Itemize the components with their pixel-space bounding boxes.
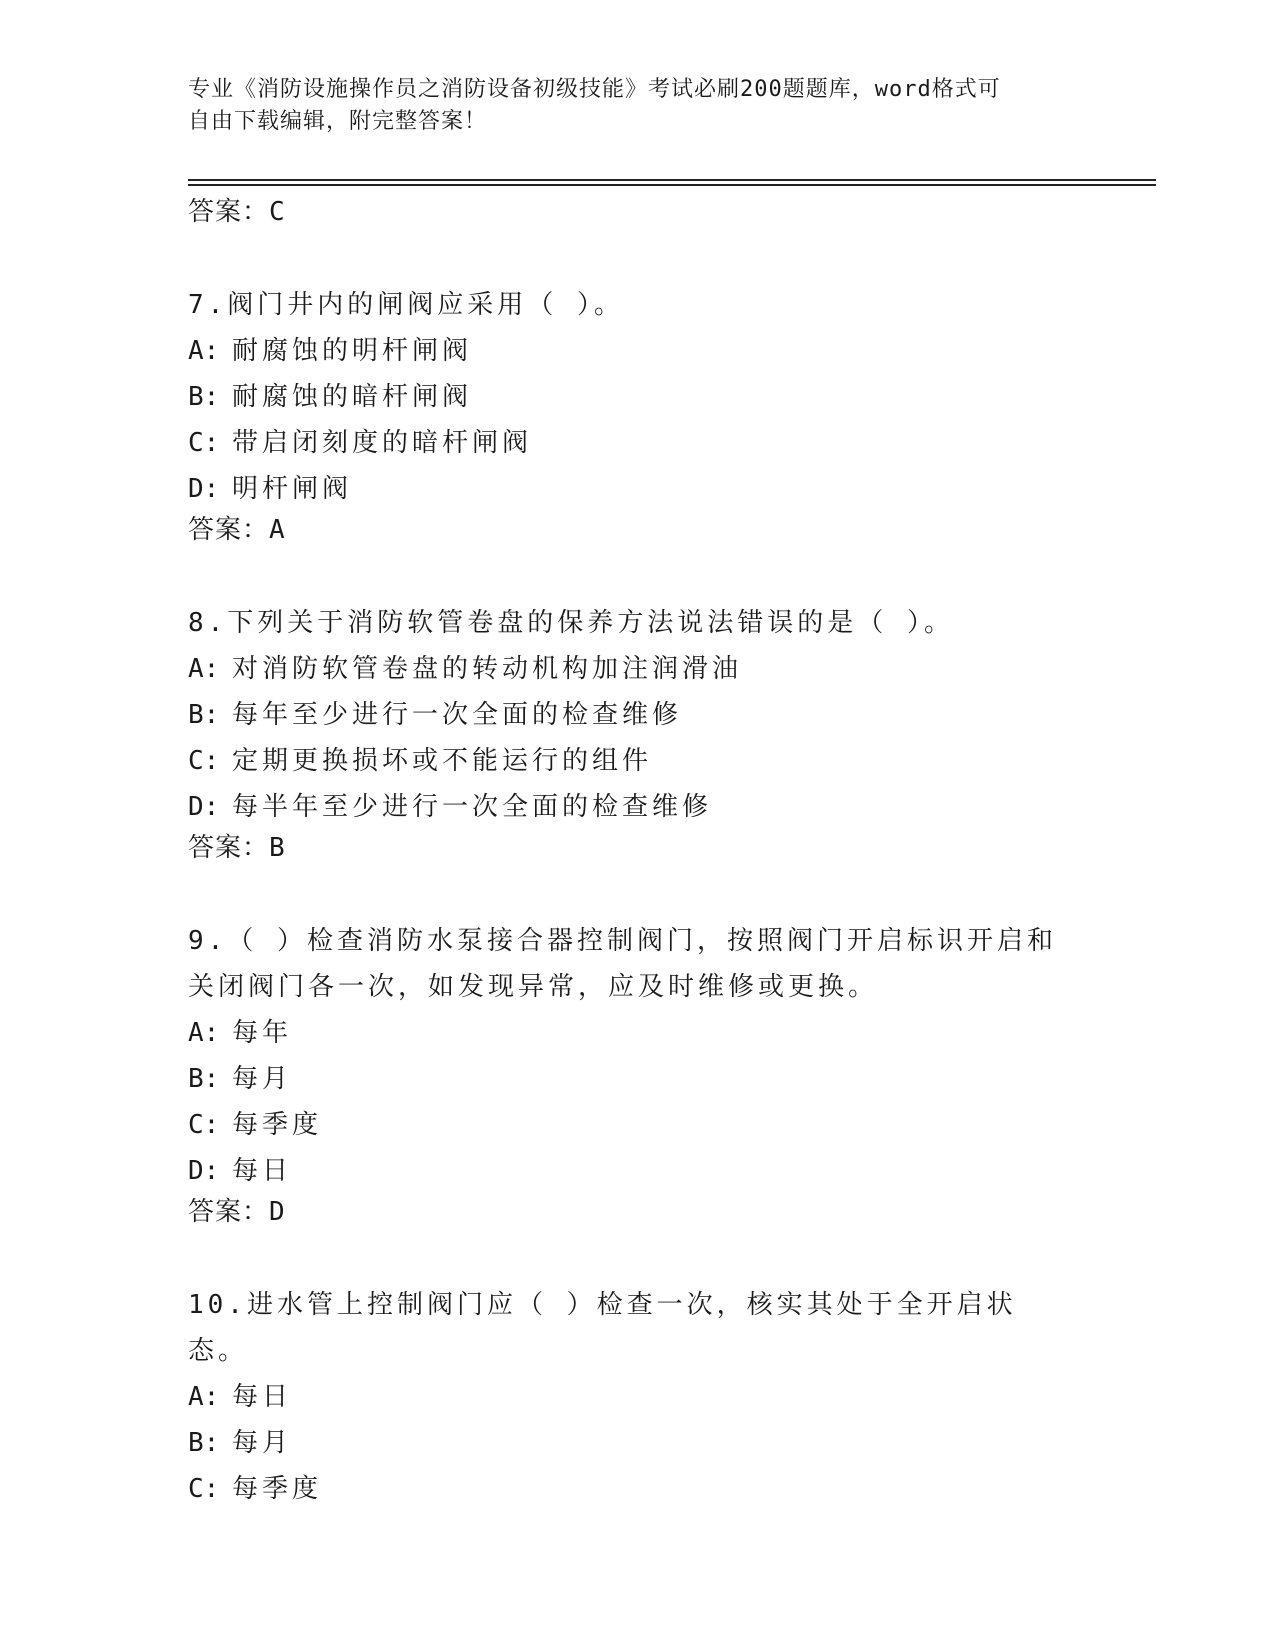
- answer-label: 答案：: [188, 515, 270, 545]
- option-text: 对消防软管卷盘的转动机构加注润滑油: [232, 654, 743, 684]
- answer-value: A: [269, 515, 286, 545]
- header-line-2: 自由下载编辑，附完整答案！: [188, 109, 488, 134]
- option-text: 每日: [232, 1156, 293, 1186]
- header-rule-top: [188, 179, 1156, 181]
- question-text: 9.（ ）检查消防水泵接合器控制阀门，按照阀门开启标识开启和关闭阀门各一次，如发现异常，应及时维修或更换。: [188, 926, 1057, 1002]
- option-key: D:: [188, 1156, 220, 1186]
- option-b: [188, 374, 1148, 420]
- option-a: [188, 1374, 1148, 1420]
- option-key: B:: [188, 1064, 220, 1094]
- option-a: [188, 328, 1148, 374]
- previous-answer: [188, 194, 1148, 230]
- answer-label: 答案：: [188, 833, 270, 863]
- option-text: 每月: [232, 1064, 293, 1094]
- option-c: [188, 1102, 1148, 1148]
- question-text: 10.进水管上控制阀门应（ ）检查一次，核实其处于全开启状态。: [188, 1290, 1017, 1366]
- answer-value: D: [269, 1197, 286, 1227]
- answer-value: B: [269, 833, 286, 863]
- option-d: [188, 466, 1148, 512]
- option-text: 明杆闸阀: [232, 474, 353, 504]
- option-b: [188, 692, 1148, 738]
- option-key: B:: [188, 1428, 220, 1458]
- option-key: C:: [188, 428, 220, 458]
- answer-line: [188, 830, 1148, 866]
- option-text: 带启闭刻度的暗杆闸阀: [232, 428, 533, 458]
- option-key: A:: [188, 1018, 220, 1048]
- option-key: C:: [188, 1474, 220, 1504]
- option-key: B:: [188, 700, 220, 730]
- option-key: B:: [188, 382, 220, 412]
- option-key: A:: [188, 654, 220, 684]
- answer-label: 答案：: [188, 197, 270, 227]
- option-text: 每年至少进行一次全面的检查维修: [232, 700, 683, 730]
- option-c: [188, 1466, 1148, 1512]
- option-key: D:: [188, 474, 220, 504]
- option-c: [188, 420, 1148, 466]
- option-key: A:: [188, 1382, 220, 1412]
- option-key: C:: [188, 746, 220, 776]
- option-d: [188, 1148, 1148, 1194]
- answer-value: C: [269, 197, 286, 227]
- option-key: A:: [188, 336, 220, 366]
- option-text: 每半年至少进行一次全面的检查维修: [232, 792, 713, 822]
- option-text: 每季度: [232, 1110, 323, 1140]
- document-header: [188, 74, 1088, 138]
- option-b: [188, 1056, 1148, 1102]
- answer-label: 答案：: [188, 1197, 270, 1227]
- option-text: 每季度: [232, 1474, 323, 1504]
- option-a: [188, 1010, 1148, 1056]
- question-text: 8.下列关于消防软管卷盘的保养方法说法错误的是（ ）。: [188, 608, 954, 638]
- question-block: [188, 1282, 1148, 1512]
- option-text: 耐腐蚀的暗杆闸阀: [232, 382, 473, 412]
- option-key: C:: [188, 1110, 220, 1140]
- answer-line: [188, 512, 1148, 548]
- question-block: [188, 600, 1148, 866]
- option-key: D:: [188, 792, 220, 822]
- option-text: 每月: [232, 1428, 293, 1458]
- option-text: 定期更换损坏或不能运行的组件: [232, 746, 653, 776]
- question-text: 7.阀门井内的闸阀应采用（ ）。: [188, 290, 624, 320]
- question-list: [188, 194, 1148, 1512]
- option-text: 每日: [232, 1382, 293, 1412]
- option-b: [188, 1420, 1148, 1466]
- option-a: [188, 646, 1148, 692]
- question-block: [188, 918, 1148, 1230]
- question-block: [188, 282, 1148, 548]
- option-d: [188, 784, 1148, 830]
- header-line-1: 专业《消防设施操作员之消防设备初级技能》考试必刷200题题库，word格式可: [188, 77, 1001, 102]
- header-rule-bottom: [188, 184, 1156, 186]
- option-text: 耐腐蚀的明杆闸阀: [232, 336, 473, 366]
- answer-line: [188, 1194, 1148, 1230]
- option-text: 每年: [232, 1018, 293, 1048]
- option-c: [188, 738, 1148, 784]
